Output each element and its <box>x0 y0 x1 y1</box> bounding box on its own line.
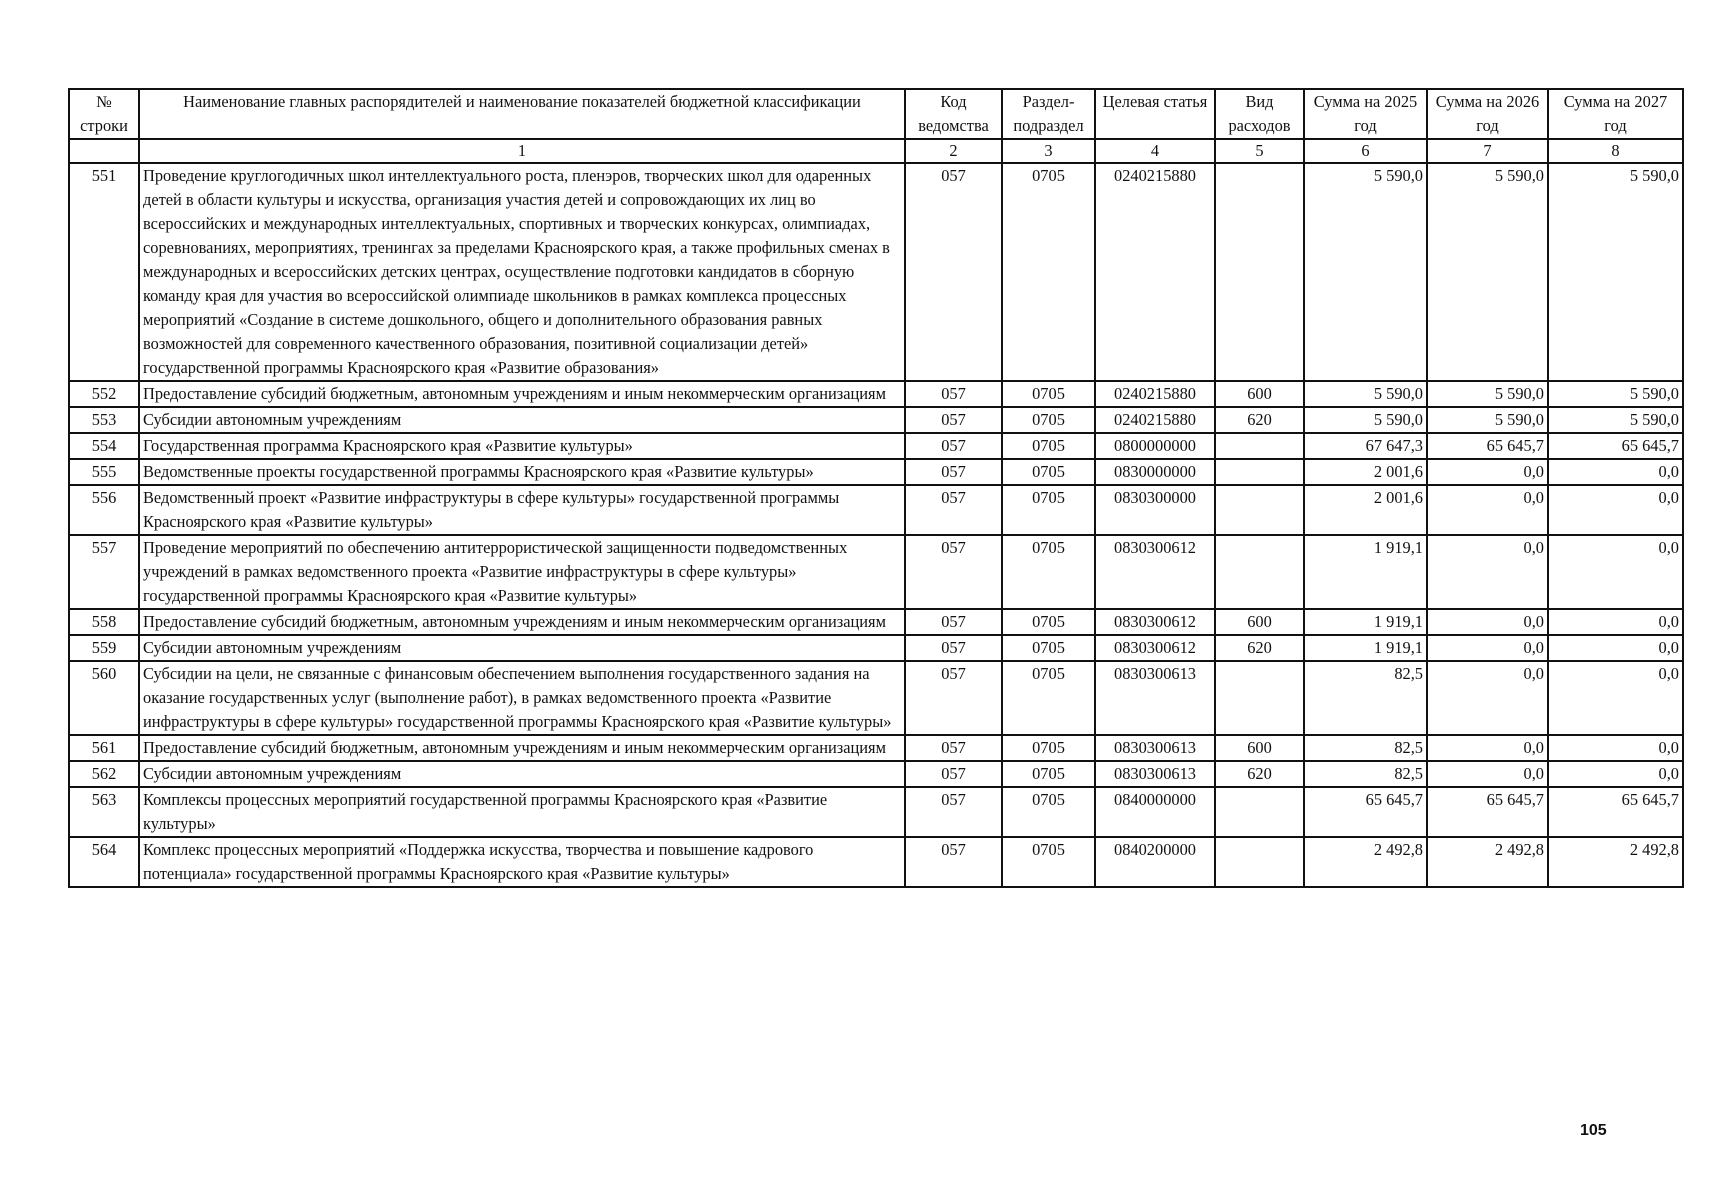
row-name-cell: Субсидии автономным учреждениям <box>139 407 905 433</box>
sum-2027-cell: 0,0 <box>1548 661 1683 735</box>
column-number: 1 <box>139 139 905 163</box>
target-item-cell: 0830300613 <box>1095 735 1215 761</box>
target-item-cell: 0830300613 <box>1095 661 1215 735</box>
row-number-cell: 563 <box>69 787 139 837</box>
column-number: 6 <box>1304 139 1427 163</box>
sum-2027-cell: 5 590,0 <box>1548 381 1683 407</box>
dept-code-cell: 057 <box>905 485 1002 535</box>
sum-2027-cell: 2 492,8 <box>1548 837 1683 887</box>
expense-type-cell <box>1215 163 1304 381</box>
table-row <box>69 535 1683 609</box>
expense-type-cell <box>1215 787 1304 837</box>
budget-table <box>68 88 1684 888</box>
table-row <box>69 735 1683 761</box>
sum-2025-cell: 5 590,0 <box>1304 407 1427 433</box>
dept-code-cell: 057 <box>905 535 1002 609</box>
sum-2027-cell: 5 590,0 <box>1548 163 1683 381</box>
row-name-cell: Предоставление субсидий бюджетным, автономным учреждениям и иным некоммерческим организациям <box>139 381 905 407</box>
target-item-cell: 0840200000 <box>1095 837 1215 887</box>
target-item-cell: 0240215880 <box>1095 163 1215 381</box>
sum-2026-cell: 0,0 <box>1427 661 1548 735</box>
section-cell: 0705 <box>1002 735 1095 761</box>
header-name: Наименование главных распорядителей и наименование показателей бюджетной классификации <box>139 89 905 139</box>
header-section: Раздел-подраздел <box>1002 89 1095 139</box>
section-cell: 0705 <box>1002 163 1095 381</box>
section-cell: 0705 <box>1002 787 1095 837</box>
section-cell: 0705 <box>1002 609 1095 635</box>
row-name-cell: Государственная программа Красноярского края «Развитие культуры» <box>139 433 905 459</box>
sum-2026-cell: 0,0 <box>1427 535 1548 609</box>
row-name-cell: Проведение мероприятий по обеспечению антитеррористической защищенности подведомственных учреждений в рамках ведомственного проекта «Развитие инфраструктуры в сфере культуры» государственной программы Красноярского края «Развитие культуры» <box>139 535 905 609</box>
target-item-cell: 0840000000 <box>1095 787 1215 837</box>
expense-type-cell <box>1215 837 1304 887</box>
section-cell: 0705 <box>1002 407 1095 433</box>
header-sum-2026: Сумма на 2026 год <box>1427 89 1548 139</box>
dept-code-cell: 057 <box>905 407 1002 433</box>
header-row <box>69 89 1683 139</box>
target-item-cell: 0830300612 <box>1095 635 1215 661</box>
table-body <box>69 163 1683 887</box>
dept-code-cell: 057 <box>905 837 1002 887</box>
row-name-cell: Предоставление субсидий бюджетным, автономным учреждениям и иным некоммерческим организациям <box>139 735 905 761</box>
target-item-cell: 0240215880 <box>1095 381 1215 407</box>
row-name-cell: Ведомственный проект «Развитие инфраструктуры в сфере культуры» государственной программы Красноярского края «Развитие культуры» <box>139 485 905 535</box>
dept-code-cell: 057 <box>905 459 1002 485</box>
table-row <box>69 459 1683 485</box>
header-sum-2027: Сумма на 2027 год <box>1548 89 1683 139</box>
row-number-cell: 555 <box>69 459 139 485</box>
sum-2025-cell: 1 919,1 <box>1304 535 1427 609</box>
column-number-row <box>69 139 1683 163</box>
sum-2027-cell: 0,0 <box>1548 485 1683 535</box>
row-number-cell: 558 <box>69 609 139 635</box>
sum-2027-cell: 0,0 <box>1548 735 1683 761</box>
row-number-cell: 553 <box>69 407 139 433</box>
sum-2026-cell: 0,0 <box>1427 761 1548 787</box>
row-name-cell: Ведомственные проекты государственной программы Красноярского края «Развитие культуры» <box>139 459 905 485</box>
section-cell: 0705 <box>1002 459 1095 485</box>
dept-code-cell: 057 <box>905 761 1002 787</box>
sum-2027-cell: 0,0 <box>1548 635 1683 661</box>
sum-2026-cell: 5 590,0 <box>1427 381 1548 407</box>
row-number-cell: 551 <box>69 163 139 381</box>
target-item-cell: 0830300000 <box>1095 485 1215 535</box>
row-name-cell: Проведение круглогодичных школ интеллектуального роста, пленэров, творческих школ для одаренных детей в области культуры и искусства, организация участия детей и сопровождающих их лиц во всероссийских и международных интеллектуальных, спортивных и творческих конкурсах, олимпиадах, соревнованиях, мероприятиях, тренингах за пределами Красноярского края, а также профильных сменах в международных и всероссийских детских центрах, осуществление подготовки кандидатов в сборную команду края для участия во всероссийской олимпиаде школьников в рамках комплекса процессных мероприятий «Создание в системе дошкольного, общего и дополнительного образования равных возможностей для современного качественного образования, позитивной социализации детей» государственной программы Красноярского края «Развитие образования» <box>139 163 905 381</box>
sum-2025-cell: 1 919,1 <box>1304 635 1427 661</box>
table-row <box>69 837 1683 887</box>
sum-2025-cell: 82,5 <box>1304 735 1427 761</box>
table-row <box>69 787 1683 837</box>
dept-code-cell: 057 <box>905 609 1002 635</box>
header-target-item: Целевая статья <box>1095 89 1215 139</box>
sum-2025-cell: 2 001,6 <box>1304 485 1427 535</box>
header-sum-2025: Сумма на 2025 год <box>1304 89 1427 139</box>
row-number-cell: 554 <box>69 433 139 459</box>
row-name-cell: Комплексы процессных мероприятий государственной программы Красноярского края «Развитие культуры» <box>139 787 905 837</box>
sum-2025-cell: 1 919,1 <box>1304 609 1427 635</box>
section-cell: 0705 <box>1002 485 1095 535</box>
expense-type-cell <box>1215 535 1304 609</box>
column-number: 5 <box>1215 139 1304 163</box>
section-cell: 0705 <box>1002 635 1095 661</box>
section-cell: 0705 <box>1002 433 1095 459</box>
expense-type-cell <box>1215 485 1304 535</box>
sum-2025-cell: 82,5 <box>1304 761 1427 787</box>
sum-2026-cell: 0,0 <box>1427 485 1548 535</box>
column-number: 7 <box>1427 139 1548 163</box>
row-number-cell: 559 <box>69 635 139 661</box>
row-number-cell: 556 <box>69 485 139 535</box>
sum-2026-cell: 65 645,7 <box>1427 787 1548 837</box>
dept-code-cell: 057 <box>905 635 1002 661</box>
expense-type-cell <box>1215 459 1304 485</box>
dept-code-cell: 057 <box>905 661 1002 735</box>
sum-2025-cell: 5 590,0 <box>1304 381 1427 407</box>
column-number: 4 <box>1095 139 1215 163</box>
sum-2025-cell: 67 647,3 <box>1304 433 1427 459</box>
row-number-cell: 564 <box>69 837 139 887</box>
sum-2025-cell: 5 590,0 <box>1304 163 1427 381</box>
row-name-cell: Предоставление субсидий бюджетным, автономным учреждениям и иным некоммерческим организациям <box>139 609 905 635</box>
column-number-blank <box>69 139 139 163</box>
header-expense-type: Вид расходов <box>1215 89 1304 139</box>
sum-2025-cell: 82,5 <box>1304 661 1427 735</box>
table-row <box>69 407 1683 433</box>
table-row <box>69 485 1683 535</box>
sum-2027-cell: 0,0 <box>1548 535 1683 609</box>
page-number: 105 <box>1580 1122 1607 1139</box>
sum-2025-cell: 2 492,8 <box>1304 837 1427 887</box>
sum-2027-cell: 0,0 <box>1548 609 1683 635</box>
target-item-cell: 0830300612 <box>1095 535 1215 609</box>
sum-2026-cell: 0,0 <box>1427 735 1548 761</box>
expense-type-cell: 620 <box>1215 761 1304 787</box>
header-dept-code: Код ведомства <box>905 89 1002 139</box>
sum-2027-cell: 65 645,7 <box>1548 433 1683 459</box>
target-item-cell: 0800000000 <box>1095 433 1215 459</box>
row-name-cell: Субсидии автономным учреждениям <box>139 761 905 787</box>
target-item-cell: 0830300613 <box>1095 761 1215 787</box>
section-cell: 0705 <box>1002 837 1095 887</box>
dept-code-cell: 057 <box>905 787 1002 837</box>
expense-type-cell: 600 <box>1215 609 1304 635</box>
section-cell: 0705 <box>1002 381 1095 407</box>
section-cell: 0705 <box>1002 535 1095 609</box>
table-row <box>69 661 1683 735</box>
sum-2026-cell: 2 492,8 <box>1427 837 1548 887</box>
row-name-cell: Субсидии на цели, не связанные с финансовым обеспечением выполнения государственного задания на оказание государственных услуг (выполнение работ), в рамках ведомственного проекта «Развитие инфраструктуры в сфере культуры» государственной программы Красноярского края «Развитие культуры» <box>139 661 905 735</box>
row-name-cell: Комплекс процессных мероприятий «Поддержка искусства, творчества и повышение кадрового потенциала» государственной программы Красноярского края «Развитие культуры» <box>139 837 905 887</box>
dept-code-cell: 057 <box>905 433 1002 459</box>
sum-2026-cell: 0,0 <box>1427 609 1548 635</box>
section-cell: 0705 <box>1002 761 1095 787</box>
row-number-cell: 561 <box>69 735 139 761</box>
row-number-cell: 552 <box>69 381 139 407</box>
section-cell: 0705 <box>1002 661 1095 735</box>
target-item-cell: 0240215880 <box>1095 407 1215 433</box>
sum-2025-cell: 2 001,6 <box>1304 459 1427 485</box>
dept-code-cell: 057 <box>905 163 1002 381</box>
dept-code-cell: 057 <box>905 381 1002 407</box>
sum-2025-cell: 65 645,7 <box>1304 787 1427 837</box>
sum-2026-cell: 5 590,0 <box>1427 407 1548 433</box>
expense-type-cell: 600 <box>1215 381 1304 407</box>
sum-2026-cell: 0,0 <box>1427 635 1548 661</box>
expense-type-cell: 620 <box>1215 407 1304 433</box>
sum-2026-cell: 0,0 <box>1427 459 1548 485</box>
column-number: 8 <box>1548 139 1683 163</box>
table-row <box>69 381 1683 407</box>
row-number-cell: 560 <box>69 661 139 735</box>
row-number-cell: 557 <box>69 535 139 609</box>
column-number: 3 <box>1002 139 1095 163</box>
table-row <box>69 609 1683 635</box>
target-item-cell: 0830000000 <box>1095 459 1215 485</box>
header-row-no: № строки <box>69 89 139 139</box>
sum-2027-cell: 65 645,7 <box>1548 787 1683 837</box>
table-row <box>69 163 1683 381</box>
target-item-cell: 0830300612 <box>1095 609 1215 635</box>
expense-type-cell: 600 <box>1215 735 1304 761</box>
expense-type-cell <box>1215 661 1304 735</box>
sum-2027-cell: 0,0 <box>1548 761 1683 787</box>
table-row <box>69 761 1683 787</box>
row-name-cell: Субсидии автономным учреждениям <box>139 635 905 661</box>
dept-code-cell: 057 <box>905 735 1002 761</box>
sum-2026-cell: 65 645,7 <box>1427 433 1548 459</box>
expense-type-cell: 620 <box>1215 635 1304 661</box>
sum-2027-cell: 0,0 <box>1548 459 1683 485</box>
sum-2026-cell: 5 590,0 <box>1427 163 1548 381</box>
expense-type-cell <box>1215 433 1304 459</box>
table-row <box>69 433 1683 459</box>
row-number-cell: 562 <box>69 761 139 787</box>
table-row <box>69 635 1683 661</box>
sum-2027-cell: 5 590,0 <box>1548 407 1683 433</box>
column-number: 2 <box>905 139 1002 163</box>
